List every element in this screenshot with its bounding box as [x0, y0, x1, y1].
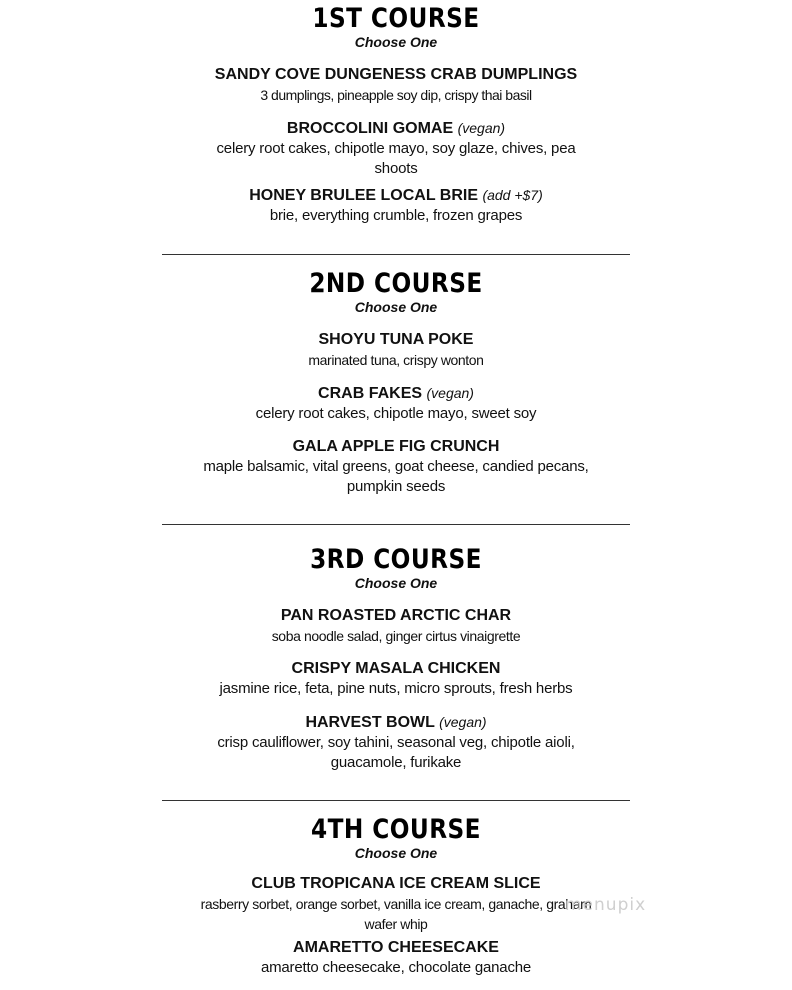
- dish-item: [140, 383, 652, 424]
- dish-description: marinated tuna, crispy wonton: [308, 352, 484, 368]
- course-title: 2ND COURSE: [309, 268, 483, 299]
- dish-name-text: PAN ROASTED ARCTIC CHAR: [280, 607, 512, 624]
- dish-name-text: CRISPY MASALA CHICKEN: [291, 660, 501, 677]
- dish-name: [140, 437, 652, 457]
- course-title: 1ST COURSE: [312, 3, 480, 34]
- dish-description: celery root cakes, chipotle mayo, sweet soy: [255, 405, 537, 422]
- dish-item: [140, 65, 652, 105]
- dish-item: [140, 712, 652, 773]
- dish-item: [140, 938, 652, 978]
- dish-name: [140, 712, 652, 733]
- dish-name: [140, 65, 652, 85]
- dish-description: brie, everything crumble, frozen grapes: [269, 207, 523, 224]
- course-subtitle: Choose One: [354, 34, 438, 50]
- dish-description: jasmine rice, feta, pine nuts, micro sprouts, fresh herbs: [219, 680, 573, 697]
- course-1: [140, 4, 652, 226]
- dish-note: (add +$7): [482, 187, 543, 203]
- dish-note: (vegan): [439, 714, 487, 730]
- dish-description: 3 dumplings, pineapple soy dip, crispy thai basil: [260, 87, 532, 103]
- dish-name: [140, 938, 652, 958]
- dish-description: maple balsamic, vital greens, goat cheese, candied pecans, pumpkin seeds: [203, 458, 589, 495]
- dish-description: soba noodle salad, ginger cirtus vinaigrette: [271, 628, 521, 644]
- dish-item: [140, 185, 652, 226]
- dish-description: amaretto cheesecake, chocolate ganache: [260, 959, 532, 976]
- section-divider: [162, 524, 630, 525]
- dish-item: [140, 118, 652, 179]
- course-title: 4TH COURSE: [311, 814, 481, 845]
- dish-name: [140, 118, 652, 139]
- course-3: [140, 545, 652, 773]
- dish-note: (vegan): [457, 120, 506, 136]
- dish-name: [140, 383, 652, 404]
- dish-name-text: SANDY COVE DUNGENESS CRAB DUMPLINGS: [214, 66, 578, 83]
- dish-description: crisp cauliflower, soy tahini, seasonal veg, chipotle aioli, guacamole, furikake: [217, 734, 575, 771]
- dish-item: [140, 437, 652, 497]
- dish-name-text: BROCCOLINI GOMAE: [286, 120, 454, 137]
- dish-name-text: AMARETTO CHEESECAKE: [293, 939, 499, 956]
- dish-name: [140, 606, 652, 626]
- course-subtitle: Choose One: [354, 299, 438, 315]
- dish-name-text: GALA APPLE FIG CRUNCH: [292, 438, 500, 455]
- course-2: [140, 269, 652, 497]
- dish-name-text: CRAB FAKES: [318, 385, 423, 402]
- dish-note: (vegan): [426, 385, 474, 401]
- dish-name: [140, 185, 652, 206]
- dish-name-text: HARVEST BOWL: [305, 714, 435, 731]
- dish-description: rasberry sorbet, orange sorbet, vanilla ice cream, ganache, graham wafer whip: [200, 896, 592, 932]
- dish-name-text: CLUB TROPICANA ICE CREAM SLICE: [251, 875, 541, 892]
- dish-name: [140, 659, 652, 679]
- dish-description: celery root cakes, chipotle mayo, soy glaze, chives, pea shoots: [216, 140, 576, 177]
- course-subtitle: Choose One: [354, 845, 438, 861]
- section-divider: [162, 800, 630, 801]
- dish-item: [140, 659, 652, 699]
- dish-name: [140, 330, 652, 350]
- dish-item: [140, 330, 652, 370]
- dish-name-text: SHOYU TUNA POKE: [318, 331, 474, 348]
- watermark-logo: menupix: [565, 895, 647, 915]
- course-title: 3RD COURSE: [310, 544, 482, 575]
- section-divider: [162, 254, 630, 255]
- dish-item: [140, 606, 652, 646]
- dish-name-text: HONEY BRULEE LOCAL BRIE: [249, 187, 478, 204]
- dish-name: [140, 874, 652, 894]
- course-subtitle: Choose One: [354, 575, 438, 591]
